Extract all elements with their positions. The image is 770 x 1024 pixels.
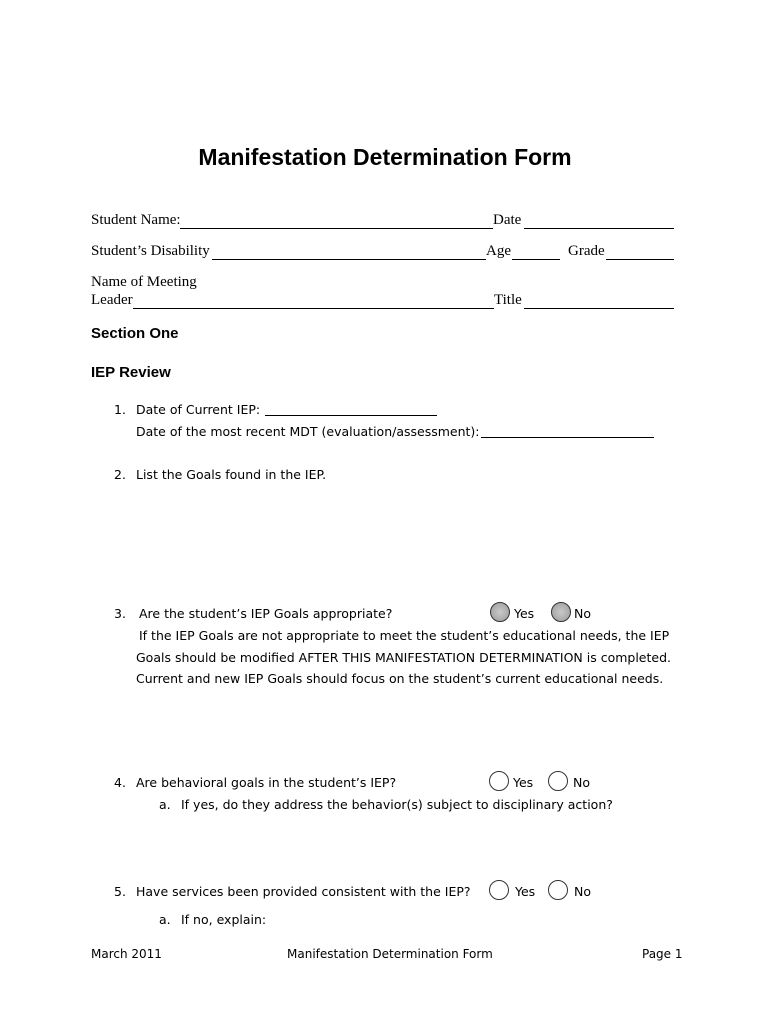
q5-yes-radio[interactable] — [489, 880, 509, 900]
q5-no-radio[interactable] — [548, 880, 568, 900]
q4-text: Are behavioral goals in the student’s IEP? — [136, 775, 397, 790]
q3-yes-label: Yes — [514, 606, 535, 621]
q2-number: 2. — [114, 467, 126, 482]
q4a-letter: a. — [159, 797, 171, 812]
q4a-text: If yes, do they address the behavior(s) subject to disciplinary action? — [181, 797, 613, 812]
q3-no-radio[interactable] — [551, 602, 571, 622]
grade-label: Grade — [568, 243, 605, 259]
q5-number: 5. — [114, 884, 126, 899]
q1-sub-text: Date of the most recent MDT (evaluation/assessment): — [136, 424, 480, 439]
q5a-text: If no, explain: — [181, 912, 267, 927]
q4-yes-label: Yes — [513, 775, 534, 790]
q3-yes-radio[interactable] — [490, 602, 510, 622]
leader-field[interactable] — [133, 308, 494, 309]
page-title: Manifestation Determination Form — [198, 144, 572, 170]
disability-label: Student’s Disability — [91, 243, 210, 259]
q3-note-line2: Goals should be modified AFTER THIS MANIFESTATION DETERMINATION is completed. — [136, 650, 671, 665]
footer-title: Manifestation Determination Form — [287, 947, 493, 961]
current-iep-date-field[interactable] — [265, 415, 437, 416]
leader-label-line2: Leader — [91, 292, 133, 308]
q4-no-label: No — [573, 775, 590, 790]
mdt-date-field[interactable] — [481, 437, 654, 438]
age-label: Age — [486, 243, 511, 259]
age-field[interactable] — [512, 259, 560, 260]
student-name-label: Student Name: — [91, 212, 181, 228]
q3-no-label: No — [574, 606, 591, 621]
date-label: Date — [493, 212, 522, 228]
grade-field[interactable] — [606, 259, 674, 260]
student-name-field[interactable] — [180, 228, 493, 229]
q3-number: 3. — [114, 606, 126, 621]
q4-yes-radio[interactable] — [489, 771, 509, 791]
q4-no-radio[interactable] — [548, 771, 568, 791]
title-field[interactable] — [524, 308, 674, 309]
q4-number: 4. — [114, 775, 126, 790]
title-label: Title — [494, 292, 522, 308]
q3-note-line3: Current and new IEP Goals should focus on the student’s current educational needs. — [136, 671, 664, 686]
q3-text: Are the student’s IEP Goals appropriate? — [139, 606, 393, 621]
q5-no-label: No — [574, 884, 591, 899]
q5a-letter: a. — [159, 912, 171, 927]
q3-note-line1: If the IEP Goals are not appropriate to meet the student’s educational needs, the IEP — [139, 628, 670, 643]
date-field[interactable] — [524, 228, 674, 229]
section-one-heading: Section One — [91, 325, 179, 342]
footer-date: March 2011 — [91, 947, 162, 961]
disability-field[interactable] — [212, 259, 486, 260]
leader-label-line1: Name of Meeting — [91, 274, 197, 290]
q2-text: List the Goals found in the IEP. — [136, 467, 327, 482]
q1-text: Date of Current IEP: — [136, 402, 261, 417]
q5-text: Have services been provided consistent with the IEP? — [136, 884, 471, 899]
q1-number: 1. — [114, 402, 126, 417]
q5-yes-label: Yes — [515, 884, 536, 899]
footer-page-number: Page 1 — [642, 947, 683, 961]
iep-review-heading: IEP Review — [91, 364, 171, 381]
